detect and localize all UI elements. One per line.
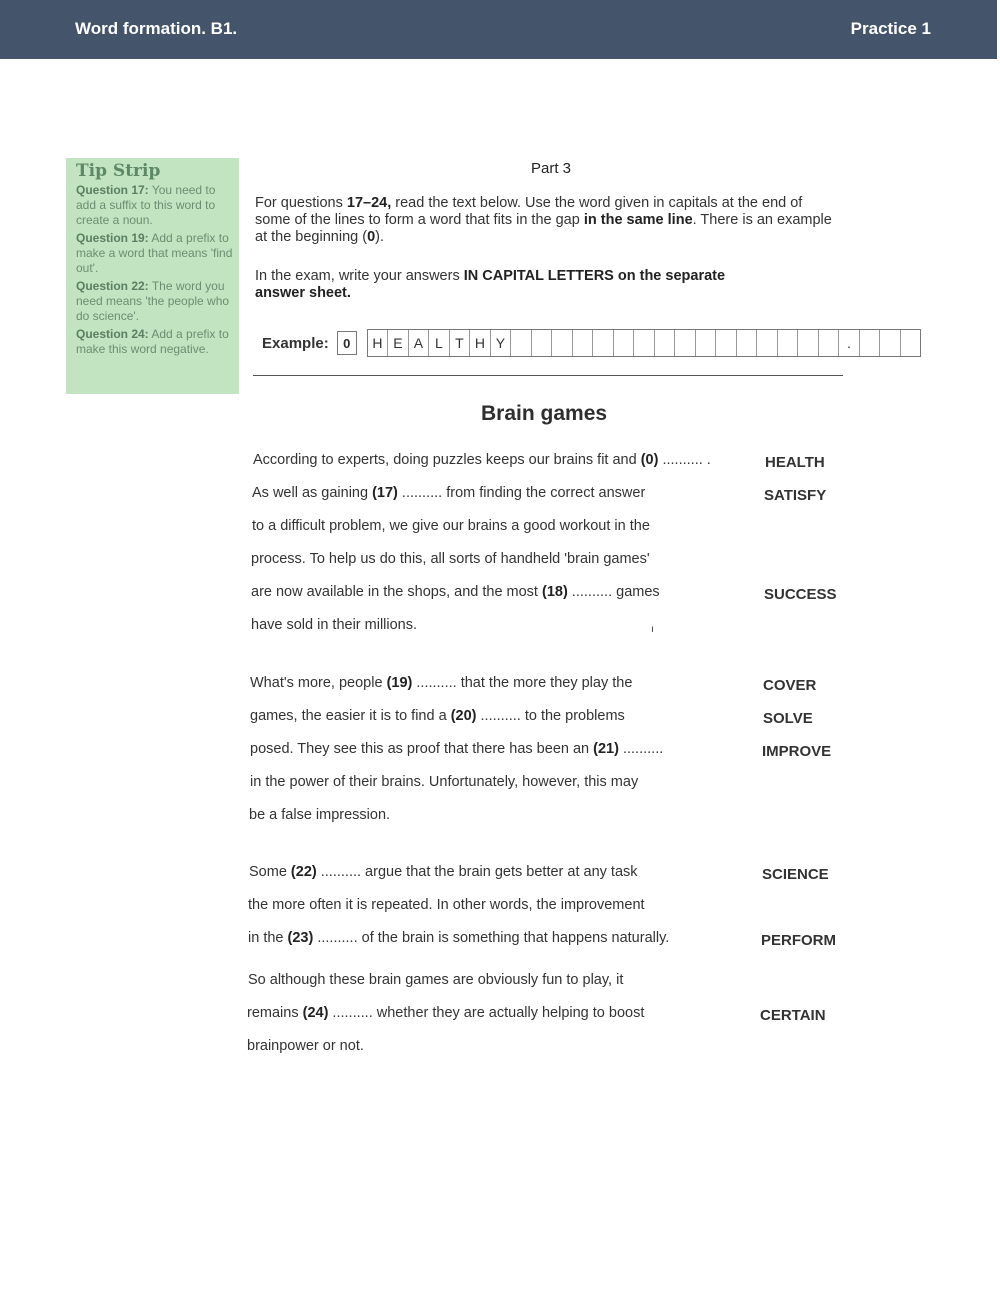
instr-text: For questions [255, 195, 347, 211]
instr-text: ). [375, 229, 384, 245]
line-text: What's more, people [250, 675, 387, 691]
text-line [250, 708, 625, 724]
instr-bold: in the same line [583, 212, 693, 228]
line-text: in the power of their brains. Unfortunately, however, this may [250, 774, 639, 790]
text-line [252, 485, 645, 501]
gap-number: (19) [386, 675, 413, 691]
answer-cell [880, 330, 901, 356]
gap-number: (0) [640, 452, 659, 468]
answer-cell: Y [491, 330, 512, 356]
text-line [248, 897, 645, 913]
answer-cell [634, 330, 655, 356]
answer-cell [860, 330, 881, 356]
line-text: So although these brain games are obviously fun to play, it [248, 972, 624, 988]
answer-cell [552, 330, 573, 356]
line-text: .......... whether they are actually helping to boost [328, 1005, 645, 1021]
line-text: process. To help us do this, all sorts of handheld 'brain games' [251, 551, 650, 567]
instr-text: In the exam, write your answers [255, 268, 464, 284]
line-text: .......... to the problems [476, 708, 625, 724]
keyword-solve: SOLVE [763, 710, 813, 727]
page-header [0, 0, 997, 59]
instr-bold: 0 [367, 229, 376, 245]
line-text: .......... [618, 741, 664, 757]
text-line [248, 972, 623, 988]
text-line [253, 452, 711, 468]
gap-number: (20) [450, 708, 477, 724]
example-row [262, 328, 921, 358]
header-title: Word formation. B1. [75, 19, 238, 38]
answer-cell: E [388, 330, 409, 356]
tip-item [76, 279, 233, 324]
instr-text: . There is an example at the beginning ( [255, 212, 832, 245]
line-text: to a difficult problem, we give our brains a good workout in the [252, 518, 650, 534]
line-text: .......... . [658, 452, 711, 468]
answer-cell [819, 330, 840, 356]
answer-cell [737, 330, 758, 356]
keyword-success: SUCCESS [764, 586, 837, 603]
gap-number: (24) [302, 1005, 329, 1021]
keyword-cover: COVER [763, 677, 817, 694]
line-text: in the [248, 930, 288, 946]
keyword-perform: PERFORM [761, 932, 836, 949]
answer-cell [511, 330, 532, 356]
answer-cell: H [368, 330, 389, 356]
tip-item-label: Question 17: [76, 183, 149, 197]
text-line [249, 807, 390, 823]
text-line [250, 675, 632, 691]
answer-cell: . [839, 330, 860, 356]
tip-item-label: Question 22: [76, 279, 149, 293]
text-title: Brain games [481, 402, 608, 425]
line-text: As well as gaining [252, 485, 373, 501]
tip-item-label: Question 19: [76, 231, 149, 245]
text-line [247, 1005, 644, 1021]
tip-item-text: You need to add a suffix to this word to create a noun. [76, 183, 216, 227]
header-practice-label: Practice 1 [850, 19, 931, 38]
answer-cell [655, 330, 676, 356]
line-text: .......... argue that the brain gets better at any task [316, 864, 638, 880]
text-line [251, 617, 417, 633]
keyword-improve: IMPROVE [762, 743, 832, 760]
gap-number: (17) [372, 485, 398, 501]
instr-bold: 17–24, [346, 195, 392, 211]
answer-cells [367, 329, 922, 357]
keyword-certain: CERTAIN [760, 1007, 826, 1024]
line-text: .......... from finding the correct answer [397, 485, 646, 501]
keyword-satisfy: SATISFY [764, 487, 827, 504]
example-number-box: 0 [337, 331, 357, 355]
answer-cell [778, 330, 799, 356]
instructions-paragraph-1 [255, 195, 840, 246]
line-text: brainpower or not. [247, 1038, 364, 1054]
tip-strip-title: Tip Strip [76, 161, 161, 181]
answer-cell [573, 330, 594, 356]
answer-cell [532, 330, 553, 356]
instr-bold: IN CAPITAL LETTERS on the separate answer sheet. [255, 268, 726, 301]
text-line [250, 741, 663, 757]
text-line [249, 864, 638, 880]
line-text: .......... that the more they play the [412, 675, 633, 691]
tip-item [76, 327, 233, 357]
line-text: games, the easier it is to find a [250, 708, 451, 724]
answer-cell [593, 330, 614, 356]
answer-cell [716, 330, 737, 356]
text-line [252, 518, 650, 534]
keyword-health: HEALTH [765, 454, 825, 471]
tip-item-text: The word you need means 'the people who do science'. [76, 279, 230, 323]
tip-item [76, 231, 233, 276]
line-text: .......... of the brain is something that happens naturally. [313, 930, 670, 946]
answer-cell: A [409, 330, 430, 356]
gap-number: (23) [287, 930, 314, 946]
line-text: have sold in their millions. [251, 617, 418, 633]
line-text: Some [249, 864, 291, 880]
keyword-science: SCIENCE [762, 866, 829, 883]
answer-cell [901, 330, 921, 356]
tip-item-text: Add a prefix to make a word that means 'find out'. [76, 231, 233, 275]
instr-text: read the text below. Use the word given in capitals at the end of some of the lines to form a word that fits in the gap [255, 195, 803, 228]
answer-cell: T [450, 330, 471, 356]
example-label: Example: [262, 334, 329, 352]
answer-cell [757, 330, 778, 356]
answer-cell [675, 330, 696, 356]
text-line [251, 551, 650, 567]
line-text: the more often it is repeated. In other words, the improvement [248, 897, 645, 913]
line-text: posed. They see this as proof that there has been an [250, 741, 594, 757]
text-line [248, 930, 669, 946]
line-text: According to experts, doing puzzles keeps our brains fit and [253, 452, 641, 468]
gap-number: (18) [541, 584, 568, 600]
instructions-paragraph-2 [255, 268, 775, 302]
divider [253, 375, 843, 376]
line-text: are now available in the shops, and the most [251, 584, 542, 600]
text-line [247, 1038, 364, 1054]
tip-item-label: Question 24: [76, 327, 149, 341]
gap-number: (21) [593, 741, 619, 757]
tip-item-text: Add a prefix to make this word negative. [76, 327, 229, 356]
answer-cell [614, 330, 635, 356]
tip-strip [66, 158, 239, 394]
stray-mark: ı [651, 624, 654, 635]
line-text: .......... games [567, 584, 660, 600]
answer-cell [696, 330, 717, 356]
line-text: be a false impression. [249, 807, 391, 823]
gap-number: (22) [290, 864, 317, 880]
tip-item [76, 183, 233, 228]
answer-cell [798, 330, 819, 356]
text-line [250, 774, 638, 790]
text-line [251, 584, 660, 600]
part-heading: Part 3 [531, 160, 572, 177]
answer-cell: L [429, 330, 450, 356]
line-text: remains [247, 1005, 303, 1021]
answer-cell: H [470, 330, 491, 356]
